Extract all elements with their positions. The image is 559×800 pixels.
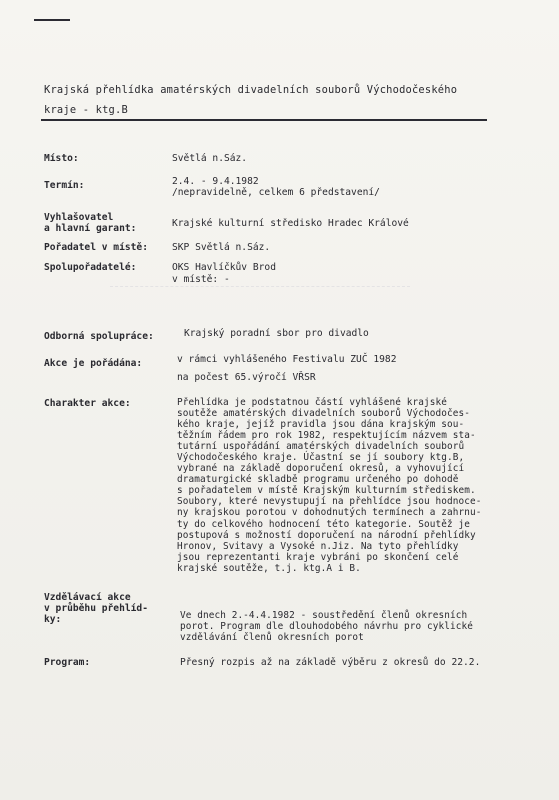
misto-label: Místo: bbox=[44, 153, 79, 164]
vzdel-line: Ve dnech 2.-4.4.1982 - soustředění členů okresních bbox=[180, 610, 468, 621]
charakter-line: jsou reprezentanti kraje vybráni po skončení celé bbox=[177, 551, 459, 563]
bleed-through bbox=[110, 286, 410, 327]
akce-label: Akce je pořádána: bbox=[44, 358, 143, 369]
termin-value-2: /nepravidelně, celkem 6 představení/ bbox=[172, 187, 380, 198]
odborna-label: Odborná spolupráce: bbox=[44, 331, 154, 342]
charakter-line: ty do celkového hodnocení této kategorie. Soutěž je bbox=[177, 518, 470, 530]
charakter-line: krajské soutěže, t.j. ktg.A i B. bbox=[177, 562, 361, 574]
charakter-text bbox=[177, 397, 481, 574]
vzdel-label-1: Vzdělávací akce bbox=[44, 592, 131, 603]
vyhlasovatel-label-2: a hlavní garant: bbox=[44, 223, 137, 234]
poradatel-label: Pořadatel v místě: bbox=[44, 242, 148, 253]
misto-value: Světlá n.Sáz. bbox=[172, 153, 248, 164]
termin-label: Termín: bbox=[44, 180, 85, 191]
vzdel-label-2: v průběhu přehlíd- bbox=[44, 603, 148, 614]
vyhlasovatel-value: Krajské kulturní středisko Hradec Králové bbox=[172, 218, 409, 229]
poradatel-value: SKP Světlá n.Sáz. bbox=[172, 242, 271, 253]
top-mark bbox=[34, 19, 70, 21]
charakter-line: ny krajskou porotou v dohodnutých termínech a zahrnu- bbox=[177, 507, 482, 519]
program-value: Přesný rozpis až na základě výběru z okresů do 22.2. bbox=[180, 657, 481, 668]
title-line-2: kraje - ktg.B bbox=[44, 104, 128, 116]
charakter-line: postupová s možností doporučení na národní přehlídky bbox=[177, 529, 476, 541]
title-line-1: Krajská přehlídka amatérských divadelních souborů Východočeského bbox=[44, 84, 458, 96]
program-label: Program: bbox=[44, 657, 91, 668]
charakter-line: dramaturgické skladbě programu určeného po dohodě bbox=[177, 474, 459, 486]
vzdel-line: vzdělávání členů okresních porot bbox=[180, 632, 364, 644]
charakter-line: soutěže amatérských divadelních souborů Východočes- bbox=[177, 408, 470, 420]
charakter-line: s pořadatelem v místě Krajským kulturním střediskem. bbox=[177, 485, 476, 497]
vyhlasovatel-label-1: Vyhlašovatel bbox=[44, 212, 114, 223]
charakter-line: Východočeského kraje. Účastní se jí soubory ktg.B, bbox=[177, 452, 465, 464]
charakter-label: Charakter akce: bbox=[44, 398, 131, 409]
vzdel-text bbox=[180, 610, 473, 643]
odborna-value: Krajský poradní sbor pro divadlo bbox=[184, 328, 369, 339]
vzdel-label-3: ky: bbox=[44, 614, 62, 625]
charakter-line: Soubory, které nevystupují na přehlídce jsou hodnoce- bbox=[177, 496, 482, 508]
spolu-value-1: OKS Havlíčkův Brod bbox=[172, 262, 276, 273]
charakter-line: tutární uspořádání amatérských divadelních souborů bbox=[177, 441, 465, 453]
document-title bbox=[44, 80, 514, 120]
charakter-line: vybrané na základě doporučení okresů, a vyhovující bbox=[177, 463, 465, 475]
akce-value-2: na počest 65.výročí VŘSR bbox=[177, 372, 316, 383]
charakter-line: Hronov, Svitavy a Vysoké n.Jiz. Na tyto přehlídky bbox=[177, 540, 459, 552]
charakter-line: těžním řádem pro rok 1982, respektujícím názvem sta- bbox=[177, 430, 476, 442]
spolu-label: Spolupořadatelé: bbox=[44, 262, 137, 273]
spolu-value-2: v místě: - bbox=[172, 274, 230, 285]
vzdel-line: porot. Program dle dlouhodobého návrhu pro cyklické bbox=[180, 621, 473, 633]
akce-value-1: v rámci vyhlášeného Festivalu ZUČ 1982 bbox=[177, 354, 397, 365]
charakter-line: Přehlídka je podstatnou částí vyhlášené krajské bbox=[177, 397, 447, 408]
title-rule bbox=[41, 119, 487, 121]
termin-value-1: 2.4. - 9.4.1982 bbox=[172, 176, 259, 187]
charakter-line: kého kraje, jejíž pravidla jsou dána krajským sou- bbox=[177, 419, 465, 431]
